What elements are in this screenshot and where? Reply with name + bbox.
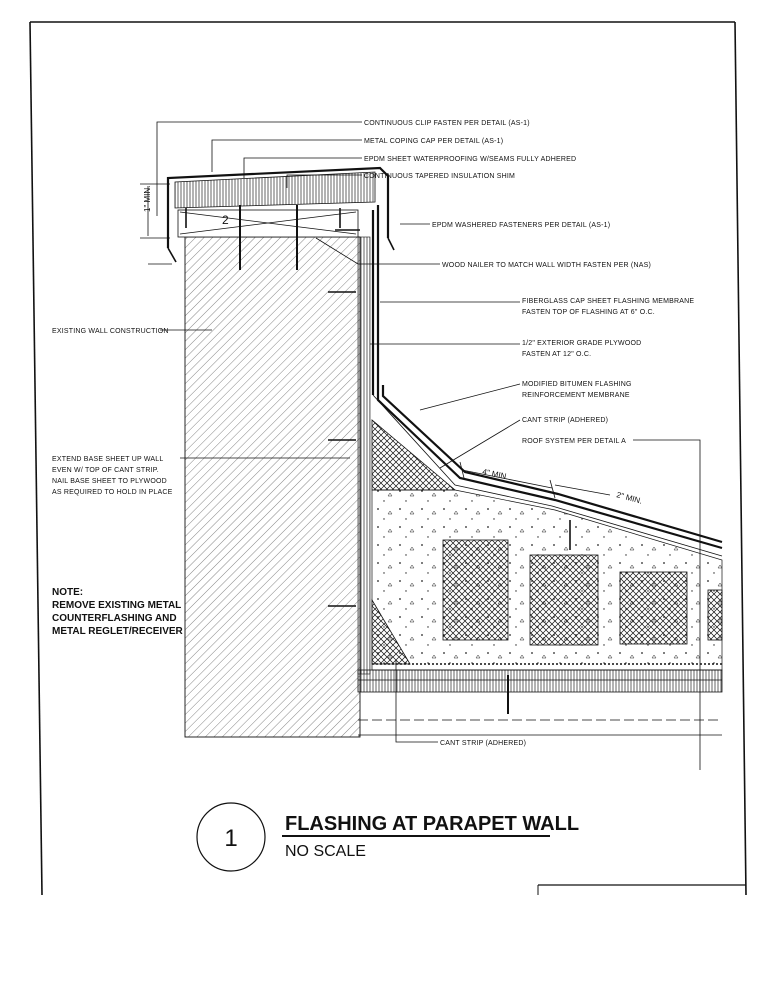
label-epdm-fasteners: EPDM WASHERED FASTENERS PER DETAIL (AS-1)	[432, 222, 611, 229]
label-roof-system: ROOF SYSTEM PER DETAIL A	[522, 438, 626, 445]
note-line-3: METAL REGLET/RECEIVER	[52, 626, 183, 637]
note-line-1: REMOVE EXISTING METAL	[52, 600, 182, 611]
label-bitumen-1: MODIFIED BITUMEN FLASHING	[522, 381, 632, 388]
label-coping: METAL COPING CAP PER DETAIL (AS-1)	[364, 138, 504, 145]
label-plywood-2: FASTEN AT 12" O.C.	[522, 351, 592, 358]
detail-subtitle: NO SCALE	[285, 843, 366, 860]
label-extend-4: AS REQUIRED TO HOLD IN PLACE	[52, 489, 173, 496]
dim-1-min: 1" MIN.	[143, 185, 152, 212]
label-fiberglass-1: FIBERGLASS CAP SHEET FLASHING MEMBRANE	[522, 298, 695, 305]
cant-strip-upper	[372, 420, 455, 490]
existing-wall	[185, 237, 360, 737]
label-extend-3: NAIL BASE SHEET TO PLYWOOD	[52, 478, 167, 485]
detail-number: 1	[224, 825, 238, 852]
label-plywood-1: 1/2" EXTERIOR GRADE PLYWOOD	[522, 340, 642, 347]
note-heading: NOTE:	[52, 587, 84, 598]
slope-mark: 2	[222, 213, 229, 227]
dim-2-min: 2" MIN.	[615, 490, 644, 506]
label-cant-bottom: CANT STRIP (ADHERED)	[440, 740, 527, 747]
label-shim: CONTINUOUS TAPERED INSULATION SHIM	[364, 173, 516, 180]
detail-title-block	[197, 803, 579, 871]
label-cant-top: CANT STRIP (ADHERED)	[522, 417, 609, 424]
label-epdm-sheet: EPDM SHEET WATERPROOFING W/SEAMS FULLY ADHERED	[364, 156, 577, 163]
label-fiberglass-2: FASTEN TOP OF FLASHING AT 6" O.C.	[522, 309, 655, 316]
note-line-2: COUNTERFLASHING AND	[52, 613, 177, 624]
label-nailer: WOOD NAILER TO MATCH WALL WIDTH FASTEN PER (NAS)	[442, 262, 651, 269]
label-clip: CONTINUOUS CLIP FASTEN PER DETAIL (AS-1)	[364, 120, 530, 127]
dim-4-min: 4" MIN.	[481, 467, 510, 482]
label-extend-2: EVEN W/ TOP OF CANT STRIP.	[52, 467, 159, 474]
detail-title: FLASHING AT PARAPET WALL	[285, 813, 580, 835]
note-block	[52, 587, 184, 637]
label-existing-wall: EXISTING WALL CONSTRUCTION	[52, 328, 169, 335]
label-bitumen-2: REINFORCEMENT MEMBRANE	[522, 392, 630, 399]
label-extend-1: EXTEND BASE SHEET UP WALL	[52, 456, 164, 463]
